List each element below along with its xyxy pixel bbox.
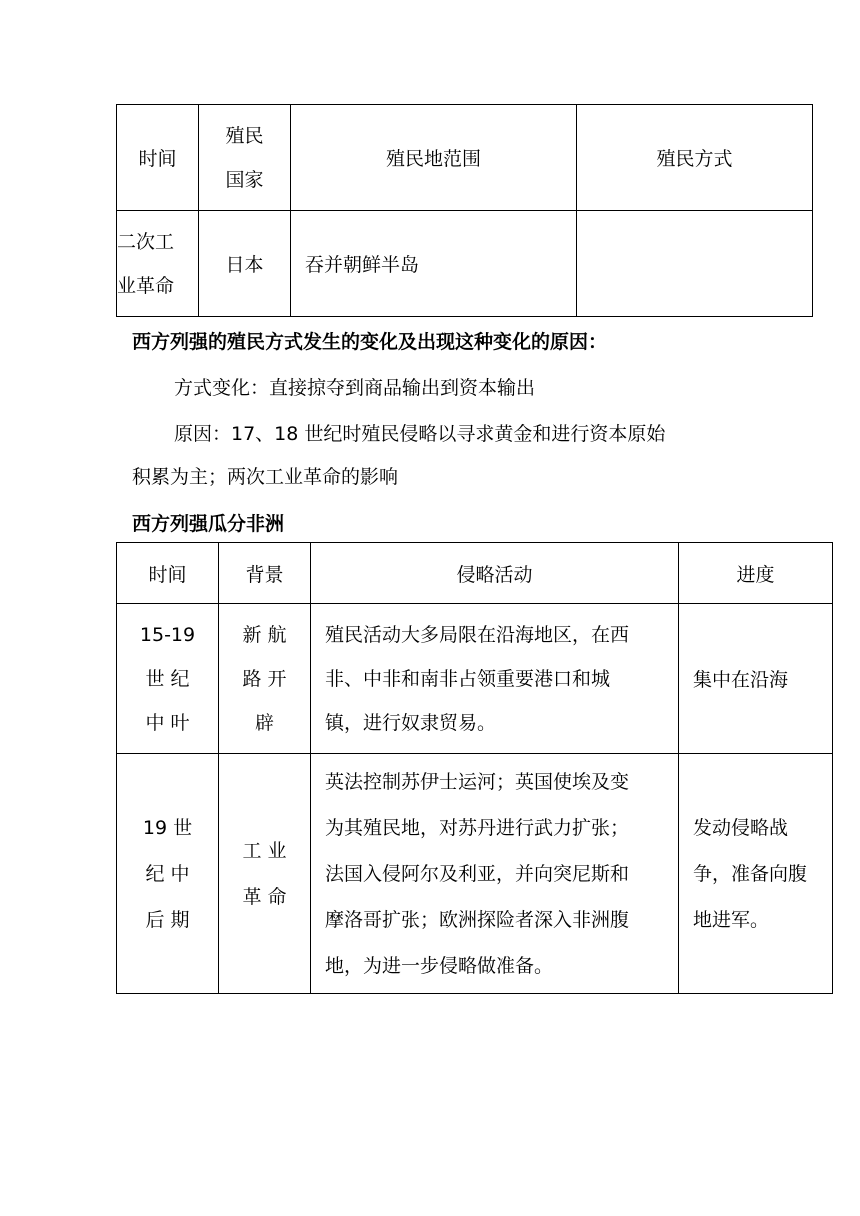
- table-row: [117, 211, 813, 317]
- paragraph-reason-line2: 积累为主；两次工业革命的影响: [132, 466, 399, 488]
- section-heading-africa: 西方列强瓜分非洲: [132, 513, 285, 535]
- paragraph-change: 方式变化：直接掠夺到商品输出到资本输出: [174, 377, 536, 399]
- header-background: 背景: [219, 543, 311, 604]
- header-time: 时间: [117, 543, 219, 604]
- cell-activity: 殖民活动大多局限在沿海地区，在西 非、中非和南非占领重要港口和城 镇，进行奴隶贸易。: [311, 604, 679, 754]
- cell-progress: 发动侵略战 争，准备向腹 地进军。: [679, 754, 833, 994]
- colonial-table: [116, 104, 813, 317]
- cell-activity: 英法控制苏伊士运河；英国使埃及变 为其殖民地，对苏丹进行武力扩张； 法国入侵阿尔及利亚，并向突尼斯和 摩洛哥扩张；欧洲探险者深入非洲腹 地，为进一步侵略做准备。: [311, 754, 679, 994]
- table-header-row: [117, 105, 813, 211]
- cell-time: 15-19 世 纪 中 叶: [117, 604, 219, 754]
- cell-time: 19 世 纪 中 后 期: [117, 754, 219, 994]
- cell-country: 日本: [199, 211, 291, 317]
- cell-background: 工 业 革 命: [219, 754, 311, 994]
- header-progress: 进度: [679, 543, 833, 604]
- cell-scope: 吞并朝鲜半岛: [291, 211, 577, 317]
- cell-time: 二次工 业革命: [117, 211, 199, 317]
- cell-method: [577, 211, 813, 317]
- paragraph-reason-line1: 原因：17、18 世纪时殖民侵略以寻求黄金和进行资本原始: [174, 423, 666, 445]
- cell-progress: 集中在沿海: [679, 604, 833, 754]
- table-header-row: [117, 543, 833, 604]
- header-scope: 殖民地范围: [291, 105, 577, 211]
- table-row: [117, 754, 833, 994]
- header-country: 殖民 国家: [199, 105, 291, 211]
- table-row: [117, 604, 833, 754]
- section-heading-changes: 西方列强的殖民方式发生的变化及出现这种变化的原因：: [132, 331, 608, 353]
- header-time: 时间: [117, 105, 199, 211]
- header-activity: 侵略活动: [311, 543, 679, 604]
- header-method: 殖民方式: [577, 105, 813, 211]
- cell-background: 新 航 路 开 辟: [219, 604, 311, 754]
- africa-table: [116, 542, 833, 994]
